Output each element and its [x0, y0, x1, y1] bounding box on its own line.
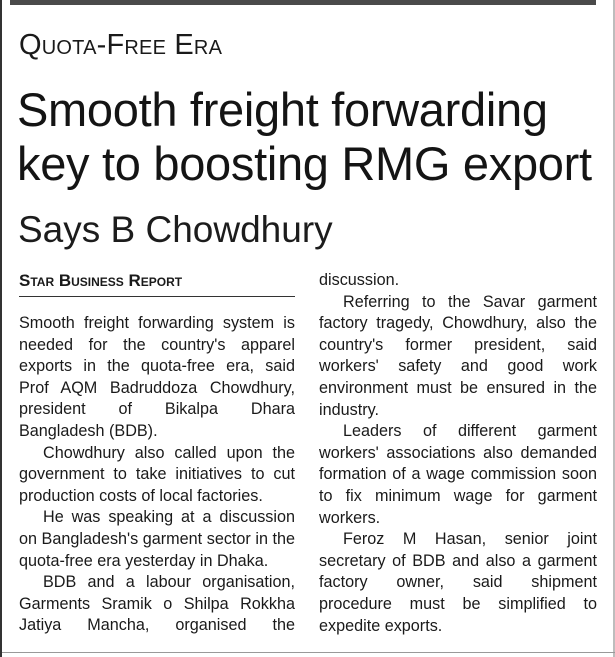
- paragraph-6: Referring to the Savar garment factory tragedy, Chowdhury, also the country's former president, said workers' safety and good work environment must be ensured in the industry.: [319, 292, 597, 419]
- paragraph-1: Smooth freight forwarding system is needed for the country's apparel exports in the quota-free era, said Prof AQM Badruddoza Chowdhury, president of Bikalpa Dhara Bangladesh (BDB).: [19, 314, 295, 440]
- paragraph-7: Leaders of different garment workers' associations also demanded formation of a wage commission soon to fix minimum wage for garment workers.: [319, 422, 597, 527]
- byline-rule: [19, 296, 295, 297]
- top-rule: [10, 0, 596, 5]
- subheadline: Says B Chowdhury: [18, 209, 333, 250]
- byline: Star Business Report: [19, 271, 183, 290]
- paragraph-4: BDB and a labour organisation, Garments Sramik o Shilpa Rokkha Jatiya Mancha, organised the: [19, 573, 295, 635]
- right-column: [319, 270, 597, 637]
- headline: [17, 83, 592, 191]
- paragraph-2: Chowdhury also called upon the government to take initiatives to cut production costs of local factories.: [19, 443, 295, 505]
- headline-line-2: key to boosting RMG export: [17, 137, 592, 190]
- left-column: [19, 313, 295, 637]
- headline-line-1: Smooth freight forwarding: [17, 83, 548, 136]
- paragraph-3: He was speaking at a discussion on Bangladesh's garment sector in the quota-free era yesterday in Dhaka.: [19, 508, 295, 570]
- bottom-rule: [2, 652, 615, 653]
- section-kicker: Quota-Free Era: [19, 29, 223, 61]
- paragraph-8: Feroz M Hasan, senior joint secretary of BDB and also a garment factory owner, said shipment procedure must be simplified to expedite exports.: [319, 530, 597, 635]
- paragraph-5-continued: discussion.: [319, 271, 400, 289]
